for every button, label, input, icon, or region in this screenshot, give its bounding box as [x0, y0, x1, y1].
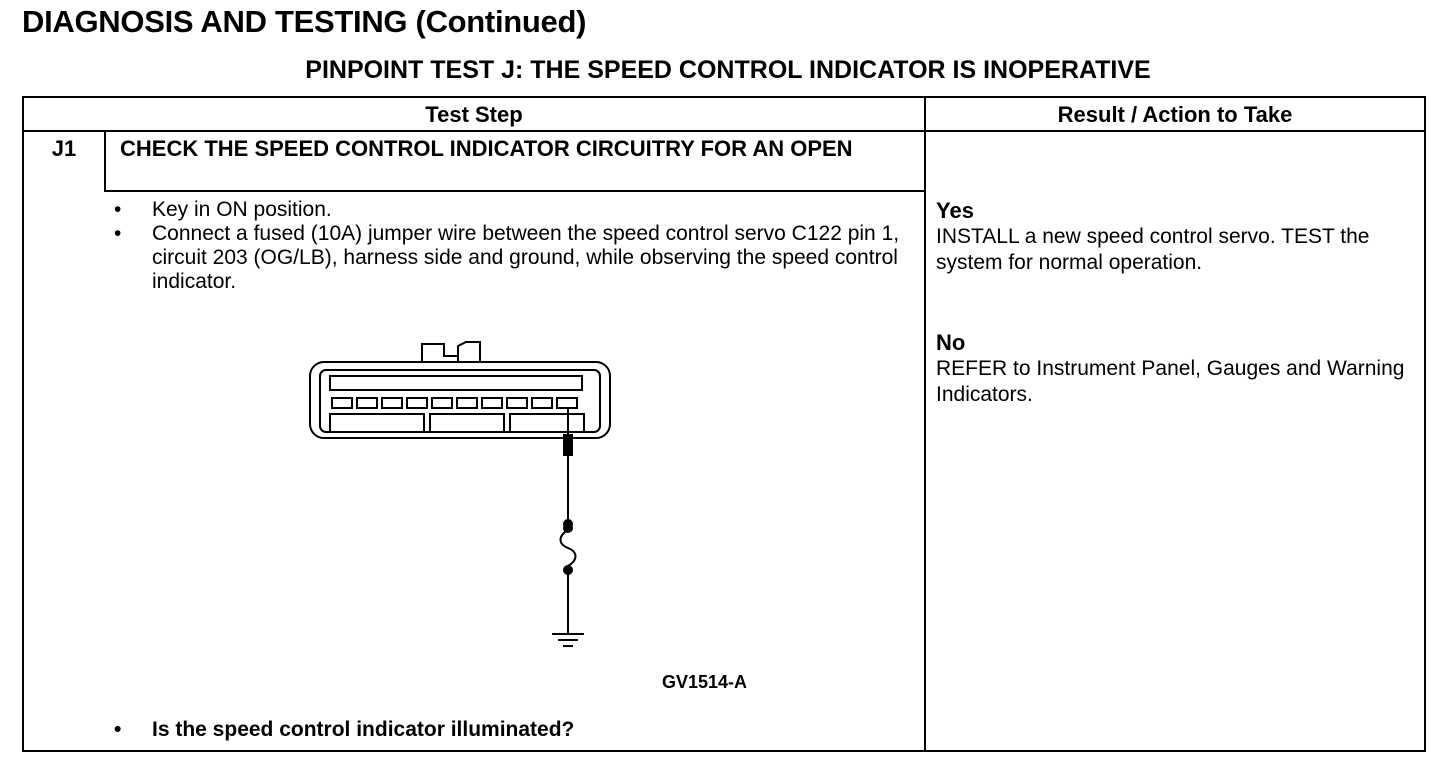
result-no-label: No	[936, 330, 966, 355]
instruction-text: Key in ON position.	[152, 198, 332, 221]
bullet-icon: •	[114, 718, 122, 741]
header-test-step: Test Step	[425, 102, 523, 127]
page-title: DIAGNOSIS AND TESTING (Continued)	[22, 4, 587, 39]
bullet-icon: •	[114, 198, 122, 221]
result-yes	[936, 198, 1416, 276]
connector-body	[310, 362, 610, 438]
figure-label: GV1514-A	[662, 672, 748, 692]
step-id-divider	[104, 130, 106, 192]
question-text: Is the speed control indicator illuminated?	[152, 718, 575, 741]
instruction-text: Connect a fused (10A) jumper wire between the speed control servo C122 pin 1, circuit 203 (OG/LB), harness side and ground, while observing the speed control indicator.	[152, 222, 900, 293]
step-instructions	[114, 198, 914, 294]
fuse-and-ground-symbol	[538, 476, 598, 676]
step-id: J1	[51, 136, 77, 161]
pinpoint-test-table	[22, 96, 1426, 752]
step-question	[114, 718, 574, 742]
test-title: PINPOINT TEST J: THE SPEED CONTROL INDICATOR IS INOPERATIVE	[305, 56, 1151, 84]
result-no	[936, 330, 1416, 408]
result-yes-label: Yes	[936, 198, 974, 223]
connector-latch	[458, 342, 480, 362]
bullet-icon: •	[114, 222, 122, 245]
column-divider	[924, 98, 926, 750]
header-result: Result / Action to Take	[1057, 102, 1293, 127]
fuse-icon	[561, 530, 576, 566]
list-item	[114, 198, 914, 222]
result-yes-text: INSTALL a new speed control servo. TEST the system for normal operation.	[936, 225, 1370, 274]
connector-latch	[422, 344, 458, 362]
step-title-divider	[104, 190, 924, 192]
probe-tip	[563, 434, 573, 456]
list-item	[114, 222, 914, 294]
step-title: CHECK THE SPEED CONTROL INDICATOR CIRCUITRY FOR AN OPEN	[120, 136, 853, 161]
result-no-text: REFER to Instrument Panel, Gauges and Warning Indicators.	[936, 357, 1405, 406]
